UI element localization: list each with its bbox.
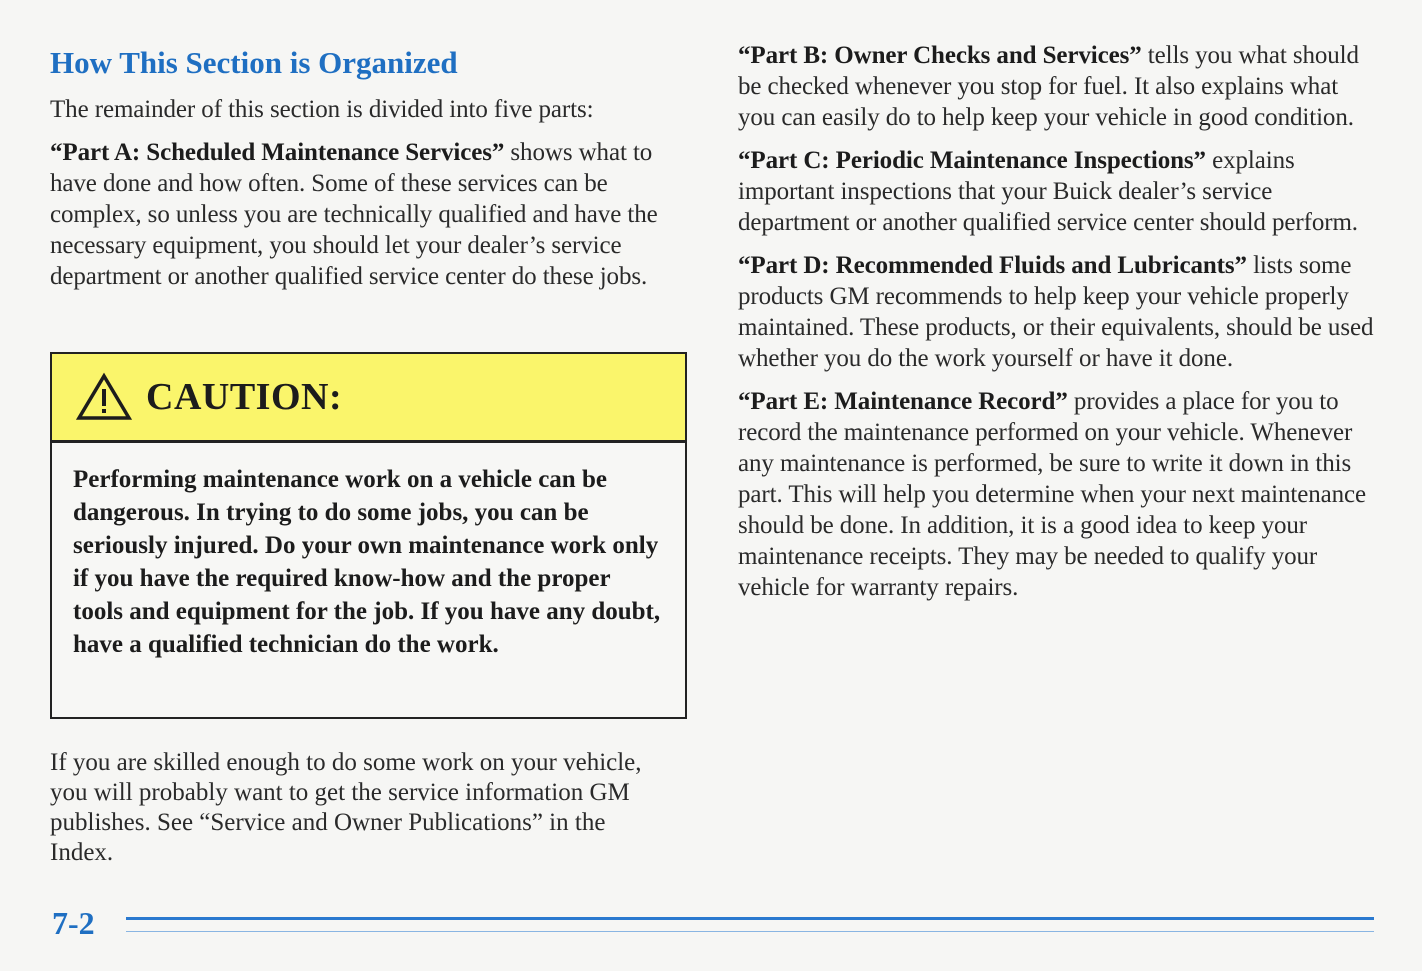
part-a-text: shows what to have done and how often. Some of these services can be complex, so unless you are technically qualified and have the necessary equipment, you should let your dealer’s service department or another qualified service center do these jobs.: [50, 139, 658, 290]
caution-header: [52, 354, 685, 443]
part-c-paragraph: [738, 145, 1378, 238]
part-b-heading: “Part B: Owner Checks and Services”: [738, 42, 1142, 69]
closing-paragraph: If you are skilled enough to do some work on your vehicle, you will probably want to get the service information GM publishes. See “Service and Owner Publications” in the Index.: [50, 749, 642, 866]
part-e-heading: “Part E: Maintenance Record”: [738, 388, 1068, 415]
part-d-text: lists some products GM recommends to help keep your vehicle properly maintained. These products, or their equivalents, should be used whether you do the work yourself or have it done.: [738, 252, 1374, 372]
part-a-heading: “Part A: Scheduled Maintenance Services”: [50, 139, 505, 166]
warning-triangle-icon: [76, 372, 132, 422]
part-c-text: explains important inspections that your Buick dealer’s service department or another qualified service center should perform.: [738, 147, 1358, 236]
section-title: How This Section is Organized: [50, 45, 458, 80]
part-b-text: tells you what should be checked whenever you stop for fuel. It also explains what you can easily do to help keep your vehicle in good condition.: [738, 42, 1359, 131]
part-d-paragraph: [738, 250, 1378, 374]
part-d-heading: “Part D: Recommended Fluids and Lubricants”: [738, 252, 1247, 279]
intro-paragraph: The remainder of this section is divided into five parts:: [50, 96, 594, 123]
caution-body: Performing maintenance work on a vehicle can be dangerous. In trying to do some jobs, you can be seriously injured. Do your own maintenance work only if you have the required know-how and the proper tools and equipment for the job. If you have any doubt, have a qualified technician do the work.: [73, 466, 661, 658]
caution-title: CAUTION:: [146, 376, 343, 418]
part-e-paragraph: [738, 386, 1378, 603]
left-column: [50, 40, 690, 304]
part-a-paragraph: [50, 137, 690, 292]
footer-rule-thin: [126, 931, 1374, 932]
caution-box: [50, 352, 687, 719]
part-c-heading: “Part C: Periodic Maintenance Inspections”: [738, 147, 1206, 174]
footer-rule: [126, 917, 1374, 920]
part-e-text: provides a place for you to record the maintenance performed on your vehicle. Whenever any maintenance is performed, be sure to write it down in this part. This will help you determine when your next maintenance should be done. In addition, it is a good idea to keep your maintenance receipts. They may be needed to qualify your vehicle for warranty repairs.: [738, 388, 1366, 601]
page-number: 7-2: [52, 905, 95, 941]
right-column: [738, 40, 1378, 615]
part-b-paragraph: [738, 40, 1378, 133]
